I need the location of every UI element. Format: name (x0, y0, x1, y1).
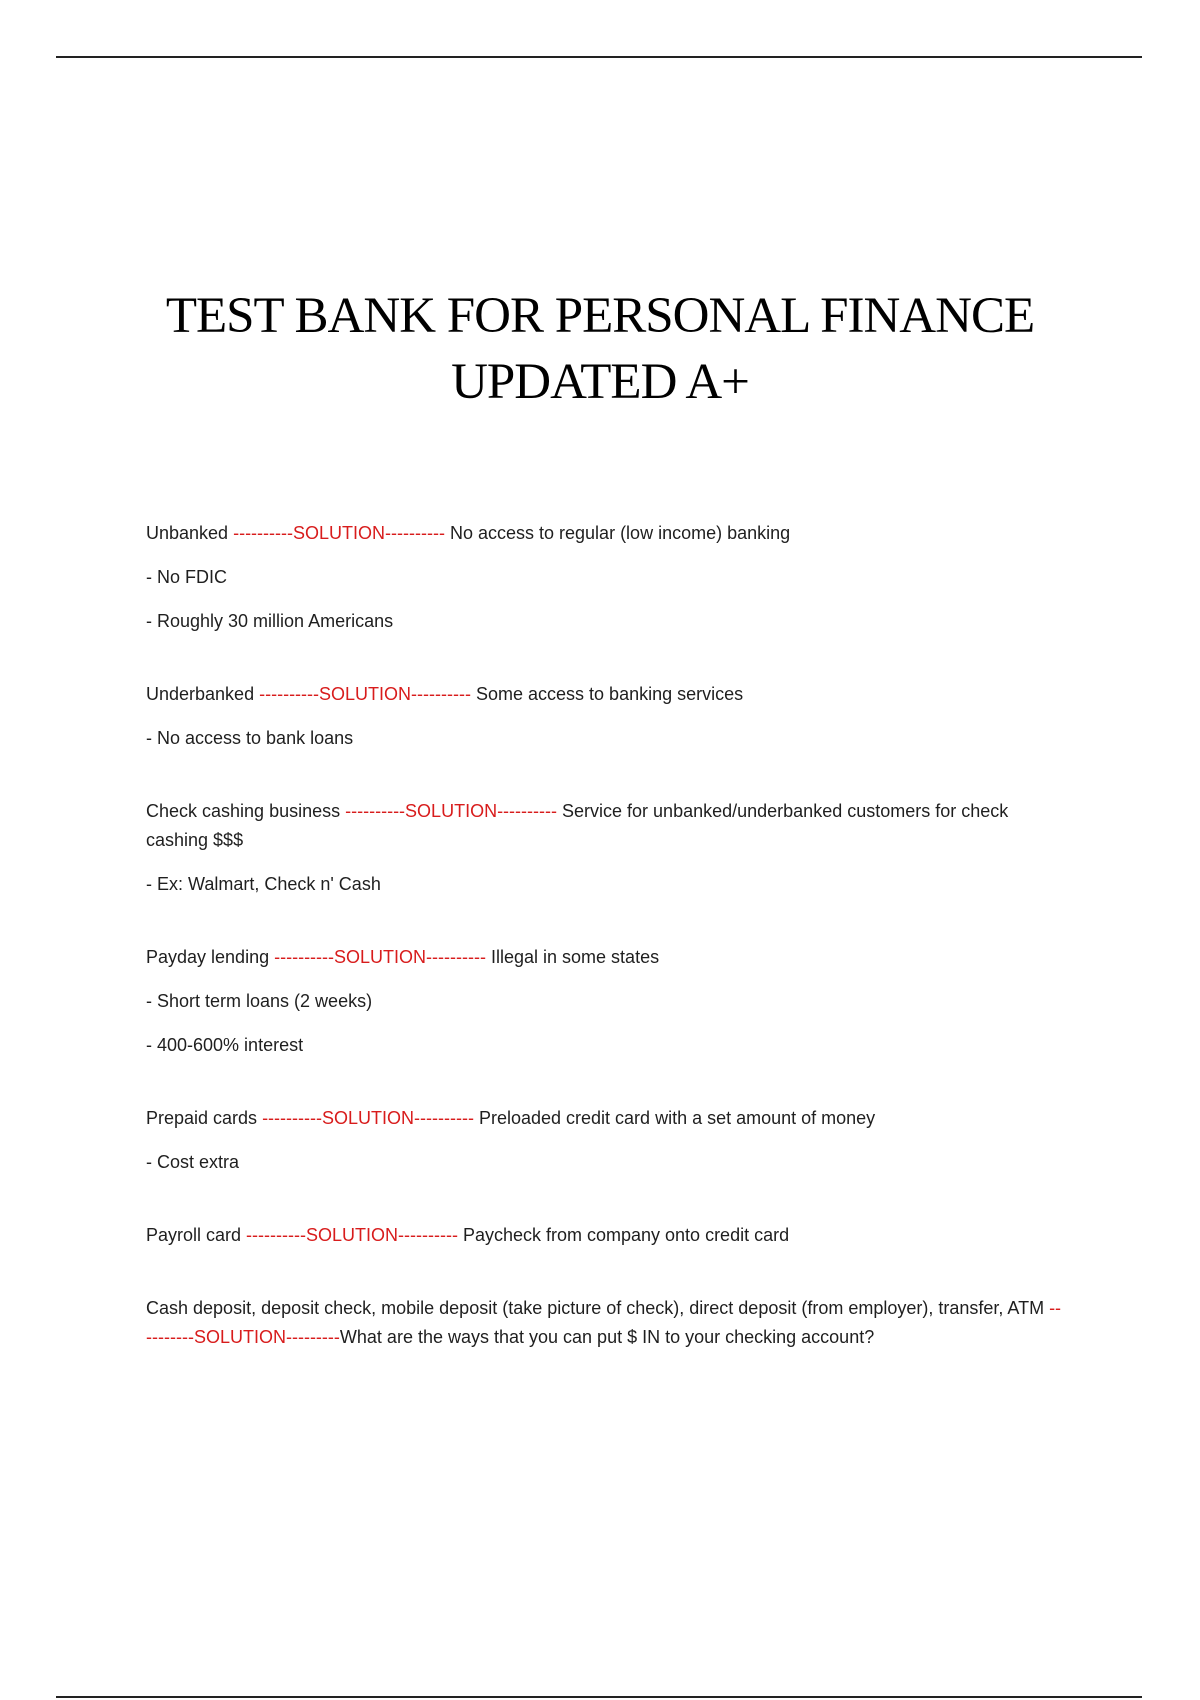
qa-question (146, 1294, 1066, 1352)
qa-note: - Short term loans (2 weeks) (146, 991, 373, 1011)
document-title (100, 283, 1100, 415)
qa-term: Payday lending (146, 947, 275, 967)
qa-entry (146, 1221, 1066, 1250)
qa-term: Underbanked (146, 684, 260, 704)
qa-question (146, 680, 1066, 709)
solution-separator: ----------SOLUTION---------- (274, 947, 486, 967)
qa-note: - 400-600% interest (146, 1035, 304, 1055)
qa-entry (146, 1104, 1066, 1177)
qa-term: Prepaid cards (146, 1108, 263, 1128)
qa-note: - No FDIC (146, 567, 227, 587)
qa-entry (146, 680, 1066, 753)
qa-entry (146, 519, 1066, 636)
qa-entry (146, 797, 1066, 899)
solution-separator: ----------SOLUTION--------- (146, 1298, 1062, 1347)
qa-term: Payroll card (146, 1225, 247, 1245)
solution-separator: ----------SOLUTION---------- (259, 684, 471, 704)
qa-entry (146, 1294, 1066, 1352)
qa-answer: Illegal in some states (486, 947, 660, 967)
qa-question (146, 1221, 1066, 1250)
qa-note: - Roughly 30 million Americans (146, 611, 394, 631)
qa-question (146, 1104, 1066, 1133)
header-rule (56, 56, 1142, 58)
footer-rule (56, 1696, 1142, 1698)
qa-note: - Ex: Walmart, Check n' Cash (146, 874, 381, 894)
qa-question (146, 519, 1066, 548)
qa-answer: Service for unbanked/underbanked customers for check cashing $$$ (146, 801, 1009, 850)
solution-separator: ----------SOLUTION---------- (233, 523, 445, 543)
qa-term: Unbanked (146, 523, 234, 543)
qa-entry (146, 943, 1066, 1060)
qa-note: - Cost extra (146, 1152, 240, 1172)
solution-separator: ----------SOLUTION---------- (262, 1108, 474, 1128)
qa-question (146, 943, 1066, 972)
title-line-2: UPDATED A+ (451, 354, 749, 410)
solution-separator: ----------SOLUTION---------- (246, 1225, 458, 1245)
qa-list (146, 519, 1066, 1396)
qa-answer: No access to regular (low income) banking (444, 523, 791, 543)
qa-answer: Preloaded credit card with a set amount of money (473, 1108, 876, 1128)
qa-term: Cash deposit, deposit check, mobile deposit (take picture of check), direct deposit (from employer), transfer, ATM (146, 1298, 1050, 1318)
qa-answer: What are the ways that you can put $ IN to your checking account? (339, 1327, 875, 1347)
qa-note: - No access to bank loans (146, 728, 354, 748)
qa-answer: Some access to banking services (471, 684, 744, 704)
qa-answer: Paycheck from company onto credit card (457, 1225, 790, 1245)
solution-separator: ----------SOLUTION---------- (345, 801, 558, 821)
qa-term: Check cashing business (146, 801, 346, 821)
qa-question (146, 797, 1066, 855)
title-line-1: TEST BANK FOR PERSONAL FINANCE (165, 288, 1035, 344)
